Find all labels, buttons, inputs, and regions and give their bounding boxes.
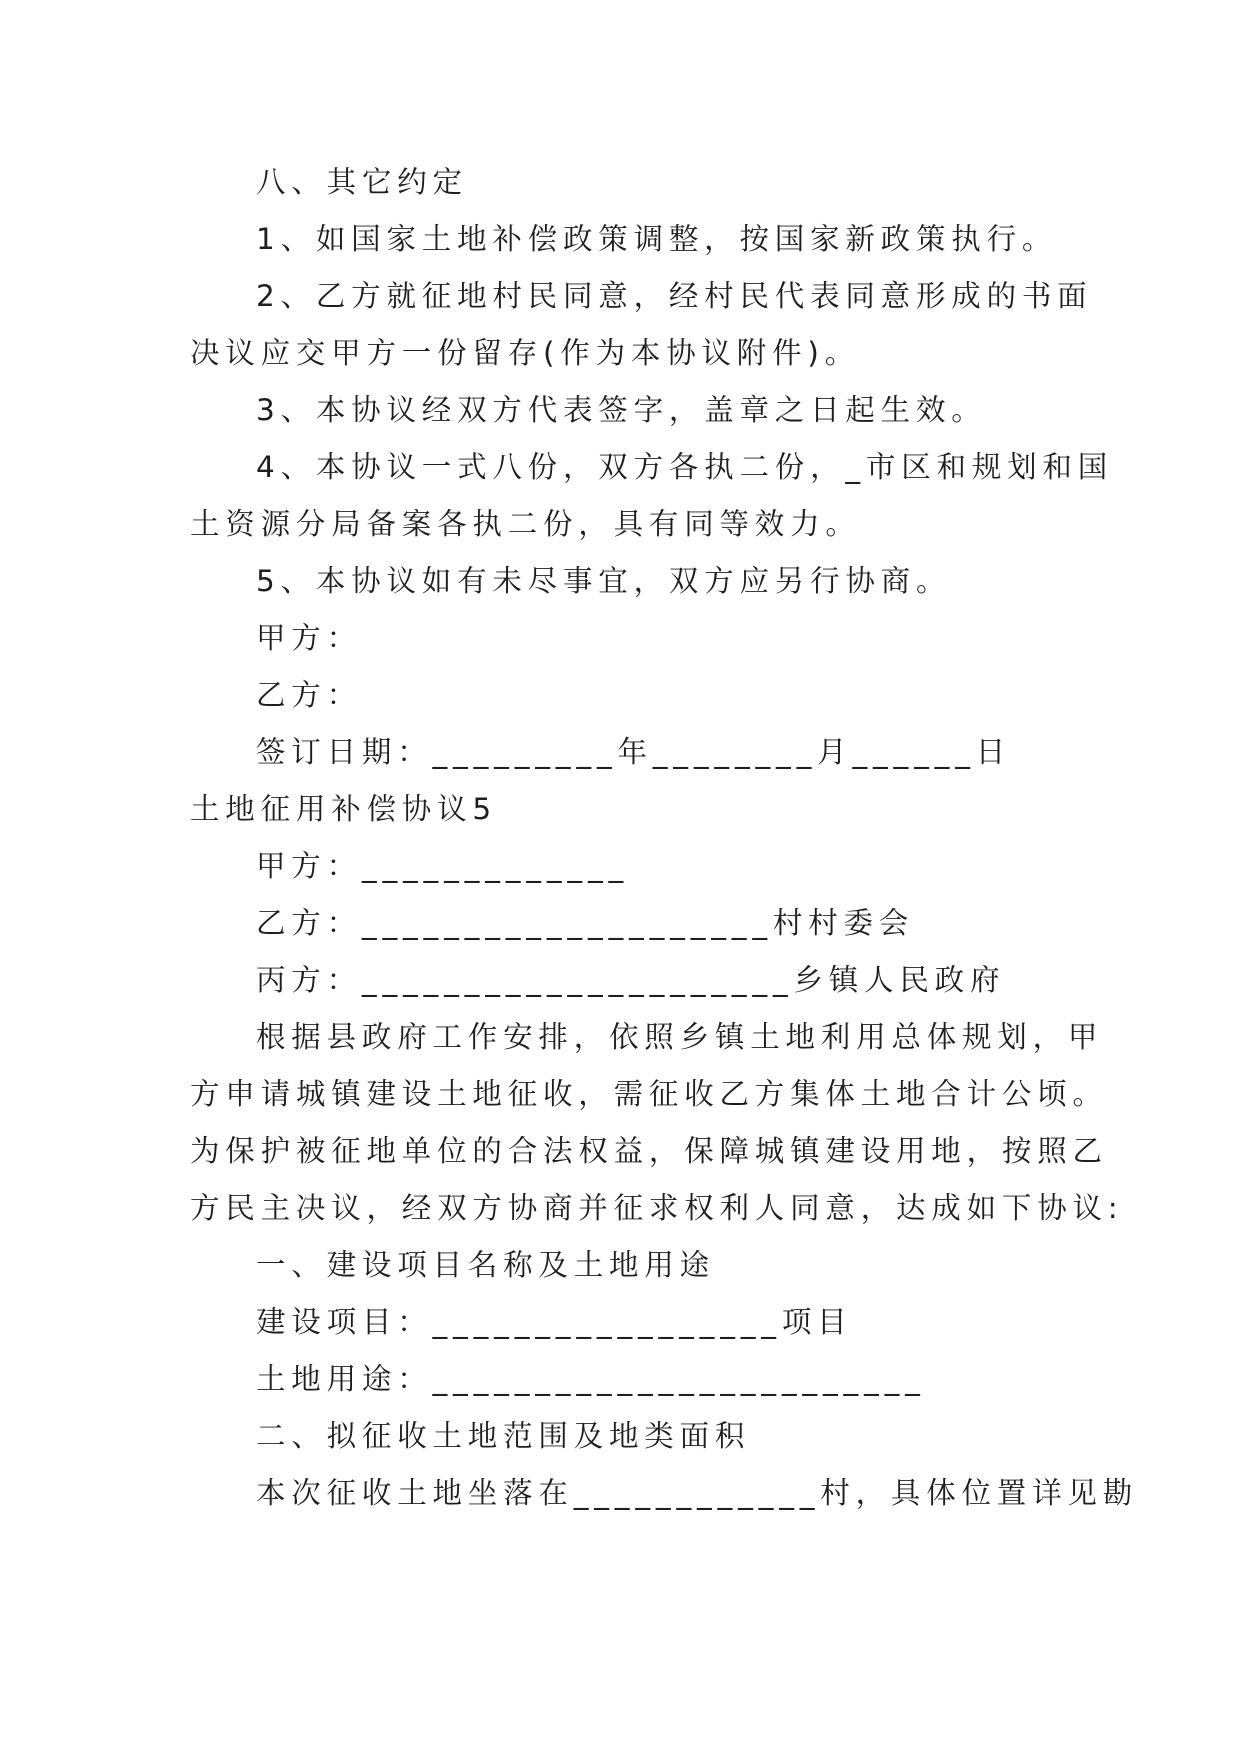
clause-4: 4、本协议一式八份，双方各执二份，_市区和规划和国 (256, 450, 1114, 484)
section-heading-other-agreements: 八、其它约定 (256, 165, 468, 199)
party-a-signature: 甲方： (256, 621, 362, 655)
section-heading-project: 一、建设项目名称及土地用途 (256, 1248, 715, 1282)
party-c-line: 丙方：_____________________乡镇人民政府 (256, 963, 1006, 997)
party-a-line: 甲方：_____________ (256, 849, 630, 883)
clause-4-continued: 土资源分局备案各执二份，具有同等效力。 (190, 507, 861, 541)
preamble-line-3: 为保护被征地单位的合法权益，保障城镇建设用地，按照乙 (190, 1134, 1108, 1168)
signing-date: 签订日期：_________年________月______日 (256, 735, 1012, 769)
preamble-line-1: 根据县政府工作安排，依照乡镇土地利用总体规划，甲 (256, 1020, 1104, 1054)
preamble-line-2: 方申请城镇建设土地征收，需征收乙方集体土地合计公顷。 (190, 1077, 1108, 1111)
preamble-line-4: 方民主决议，经双方协商并征求权利人同意，达成如下协议: (190, 1191, 1124, 1225)
project-name-line: 建设项目：_________________项目 (256, 1305, 853, 1339)
clause-2: 2、乙方就征地村民同意，经村民代表同意形成的书面 (256, 279, 1093, 313)
land-location-line: 本次征收土地坐落在____________村，具体位置详见勘 (256, 1476, 1138, 1510)
clause-2-continued: 决议应交甲方一份留存(作为本协议附件)。 (190, 336, 861, 370)
party-b-line: 乙方：____________________村村委会 (256, 906, 915, 940)
section-heading-land-scope: 二、拟征收土地范围及地类面积 (256, 1419, 751, 1453)
agreement-5-title: 土地征用补偿协议5 (190, 792, 497, 826)
clause-5: 5、本协议如有未尽事宜，双方应另行协商。 (256, 564, 952, 598)
clause-1: 1、如国家土地补偿政策调整，按国家新政策执行。 (256, 222, 1058, 256)
clause-3: 3、本协议经双方代表签字，盖章之日起生效。 (256, 393, 987, 427)
land-use-line: 土地用途：________________________ (256, 1362, 926, 1396)
party-b-signature: 乙方： (256, 678, 362, 712)
